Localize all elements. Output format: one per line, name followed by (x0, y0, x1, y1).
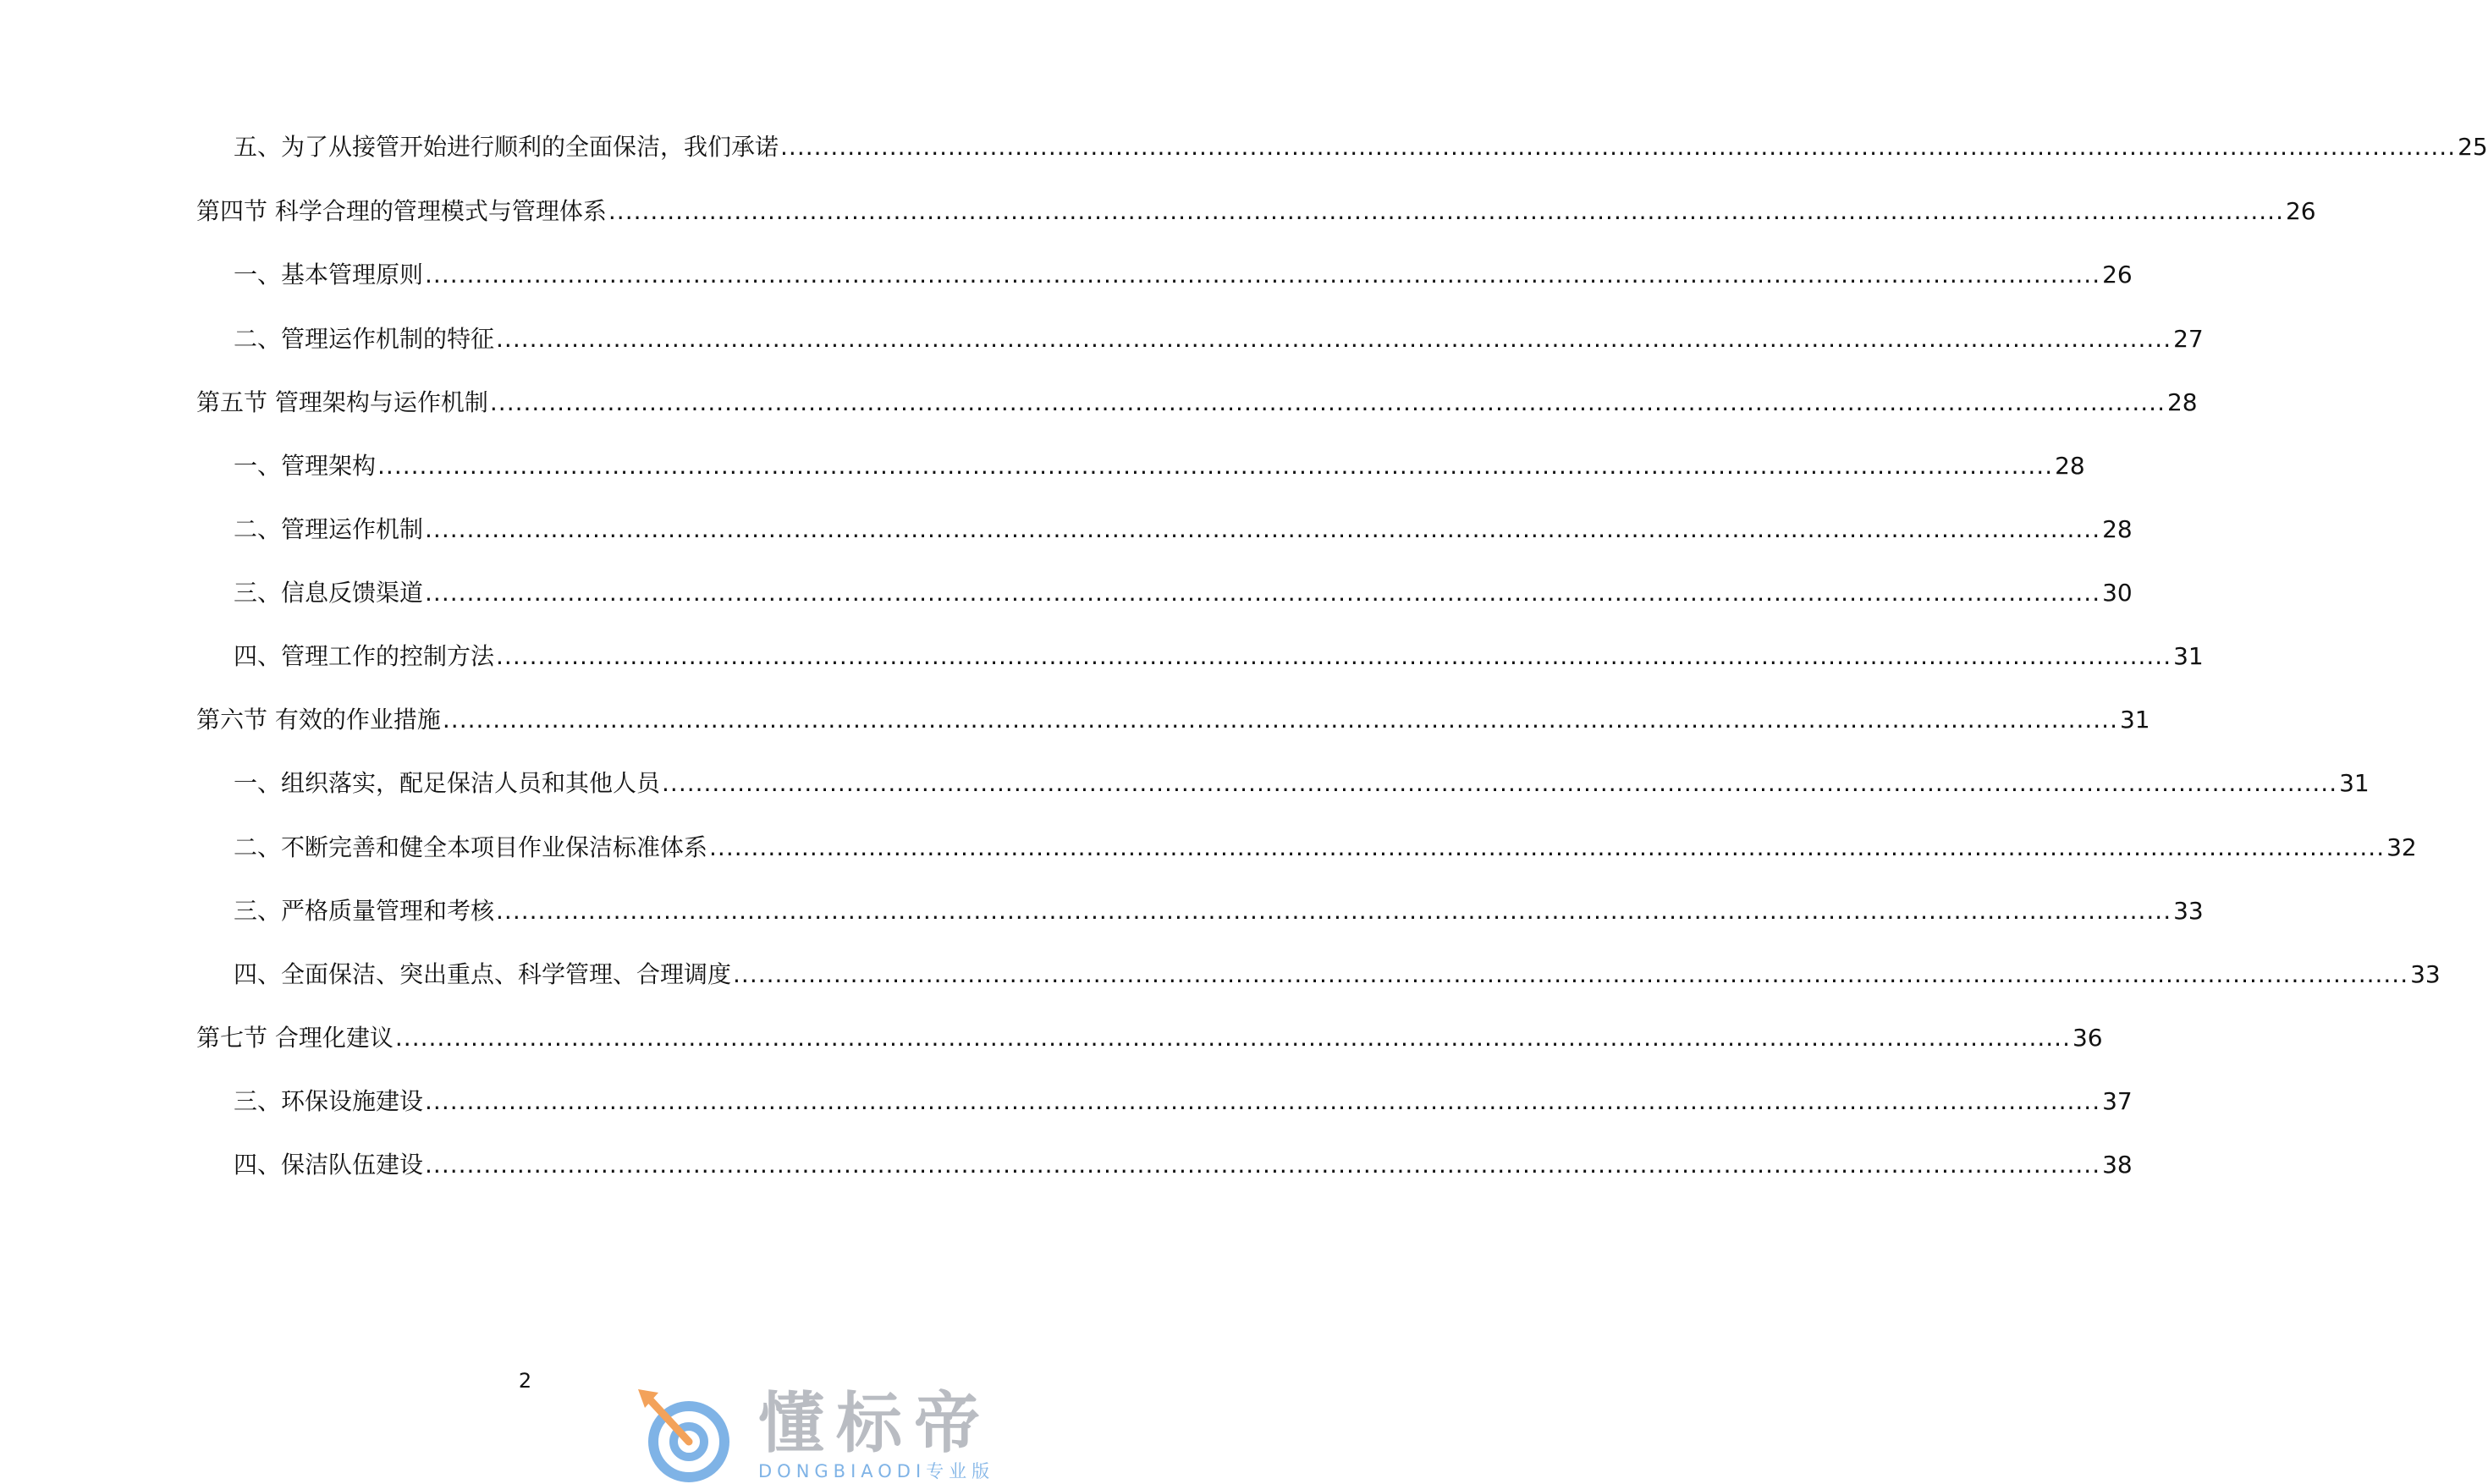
toc-entry[interactable] (196, 386, 2198, 420)
toc-entry[interactable] (234, 894, 2204, 928)
toc-entry-label: 二、管理运作机制的特征 (234, 325, 495, 353)
toc-entry[interactable] (196, 703, 2150, 737)
toc-entry-label: 四、全面保洁、突出重点、科学管理、合理调度 (234, 960, 732, 988)
toc-entry-label: 一、基本管理原则 (234, 261, 424, 289)
toc-entry-page: 38 (2102, 1151, 2133, 1179)
toc-entry[interactable] (234, 449, 2085, 483)
toc-leader-dots: ........................................................................................................................................................................................................ (608, 197, 2284, 225)
toc-entry[interactable] (234, 958, 2441, 992)
watermark-subtitle: DONGBIAODI专业版 (758, 1461, 995, 1481)
toc-entry[interactable] (196, 195, 2316, 228)
toc-leader-dots: ........................................................................................................................................................................................................ (442, 706, 2118, 734)
toc-entry-label: 五、为了从接管开始进行顺利的全面保洁，我们承诺 (234, 133, 779, 161)
toc-leader-dots: ........................................................................................................................................................................................................ (496, 325, 2172, 353)
toc-entry-label: 一、组织落实，配足保洁人员和其他人员 (234, 769, 661, 797)
toc-leader-dots: ........................................................................................................................................................................................................ (425, 515, 2101, 543)
toc-entry-label: 四、保洁队伍建设 (234, 1151, 424, 1179)
watermark (630, 1384, 1027, 1484)
toc-entry-page: 26 (2285, 197, 2316, 225)
toc-leader-dots: ........................................................................................................................................................................................................ (496, 642, 2172, 670)
toc-entry[interactable] (234, 130, 2488, 164)
toc-entry-label: 三、信息反馈渠道 (234, 579, 424, 607)
toc-entry[interactable] (234, 1085, 2133, 1118)
toc-leader-dots: ........................................................................................................................................................................................................ (496, 897, 2172, 925)
toc-leader-dots: ........................................................................................................................................................................................................ (780, 133, 2457, 161)
toc-entry-page: 33 (2410, 960, 2441, 988)
toc-entry-label: 三、环保设施建设 (234, 1087, 424, 1115)
toc-leader-dots: ........................................................................................................................................................................................................ (377, 452, 2054, 480)
toc-entry[interactable] (234, 831, 2417, 865)
toc-entry-page: 32 (2386, 833, 2417, 861)
toc-leader-dots: ........................................................................................................................................................................................................ (425, 261, 2101, 289)
toc-entry-page: 25 (2458, 133, 2488, 161)
toc-entry-page: 36 (2072, 1024, 2103, 1052)
toc-entry-page: 28 (2102, 515, 2133, 543)
toc-leader-dots: ........................................................................................................................................................................................................ (425, 579, 2101, 607)
toc-leader-dots: ........................................................................................................................................................................................................ (425, 1087, 2101, 1115)
toc-leader-dots: ........................................................................................................................................................................................................ (662, 769, 2338, 797)
toc-entry[interactable] (234, 576, 2133, 610)
toc-entry-page: 27 (2173, 325, 2204, 353)
toc-entry-label: 第七节 合理化建议 (196, 1024, 394, 1052)
toc-entry-page: 28 (2055, 452, 2085, 480)
toc-entry[interactable] (234, 513, 2133, 547)
toc-entry[interactable] (234, 258, 2133, 292)
toc-entry-label: 第五节 管理架构与运作机制 (196, 388, 488, 416)
toc-entry-page: 31 (2119, 706, 2150, 734)
toc-entry-page: 26 (2102, 261, 2133, 289)
toc-leader-dots: ........................................................................................................................................................................................................ (733, 960, 2409, 988)
toc-entry-page: 30 (2102, 579, 2133, 607)
toc-entry-label: 二、不断完善和健全本项目作业保洁标准体系 (234, 833, 708, 861)
toc-entry-page: 31 (2173, 642, 2204, 670)
toc-entry[interactable] (234, 1148, 2133, 1182)
toc-entry-label: 三、严格质量管理和考核 (234, 897, 495, 925)
toc-entry-page: 31 (2339, 769, 2370, 797)
toc-entry-page: 33 (2173, 897, 2204, 925)
toc-entry-label: 一、管理架构 (234, 452, 377, 480)
target-arrow-icon (630, 1384, 740, 1484)
toc-entry[interactable] (234, 640, 2204, 673)
page-number: 2 (518, 1369, 532, 1393)
toc-entry-label: 第六节 有效的作业措施 (196, 706, 441, 734)
toc-entry-label: 四、管理工作的控制方法 (234, 642, 495, 670)
toc-entry[interactable] (234, 322, 2204, 356)
toc-entry-page: 28 (2166, 388, 2198, 416)
toc-entry[interactable] (234, 767, 2370, 800)
watermark-brand: 懂标帝 (758, 1386, 993, 1462)
toc-entry[interactable] (196, 1021, 2103, 1055)
toc-leader-dots: ........................................................................................................................................................................................................ (709, 833, 2386, 861)
toc-entry-label: 二、管理运作机制 (234, 515, 424, 543)
toc-leader-dots: ........................................................................................................................................................................................................ (394, 1024, 2071, 1052)
toc-leader-dots: ........................................................................................................................................................................................................ (425, 1151, 2101, 1179)
toc-entry-label: 第四节 科学合理的管理模式与管理体系 (196, 197, 607, 225)
toc-entry-page: 37 (2102, 1087, 2133, 1115)
toc-leader-dots: ........................................................................................................................................................................................................ (489, 388, 2166, 416)
